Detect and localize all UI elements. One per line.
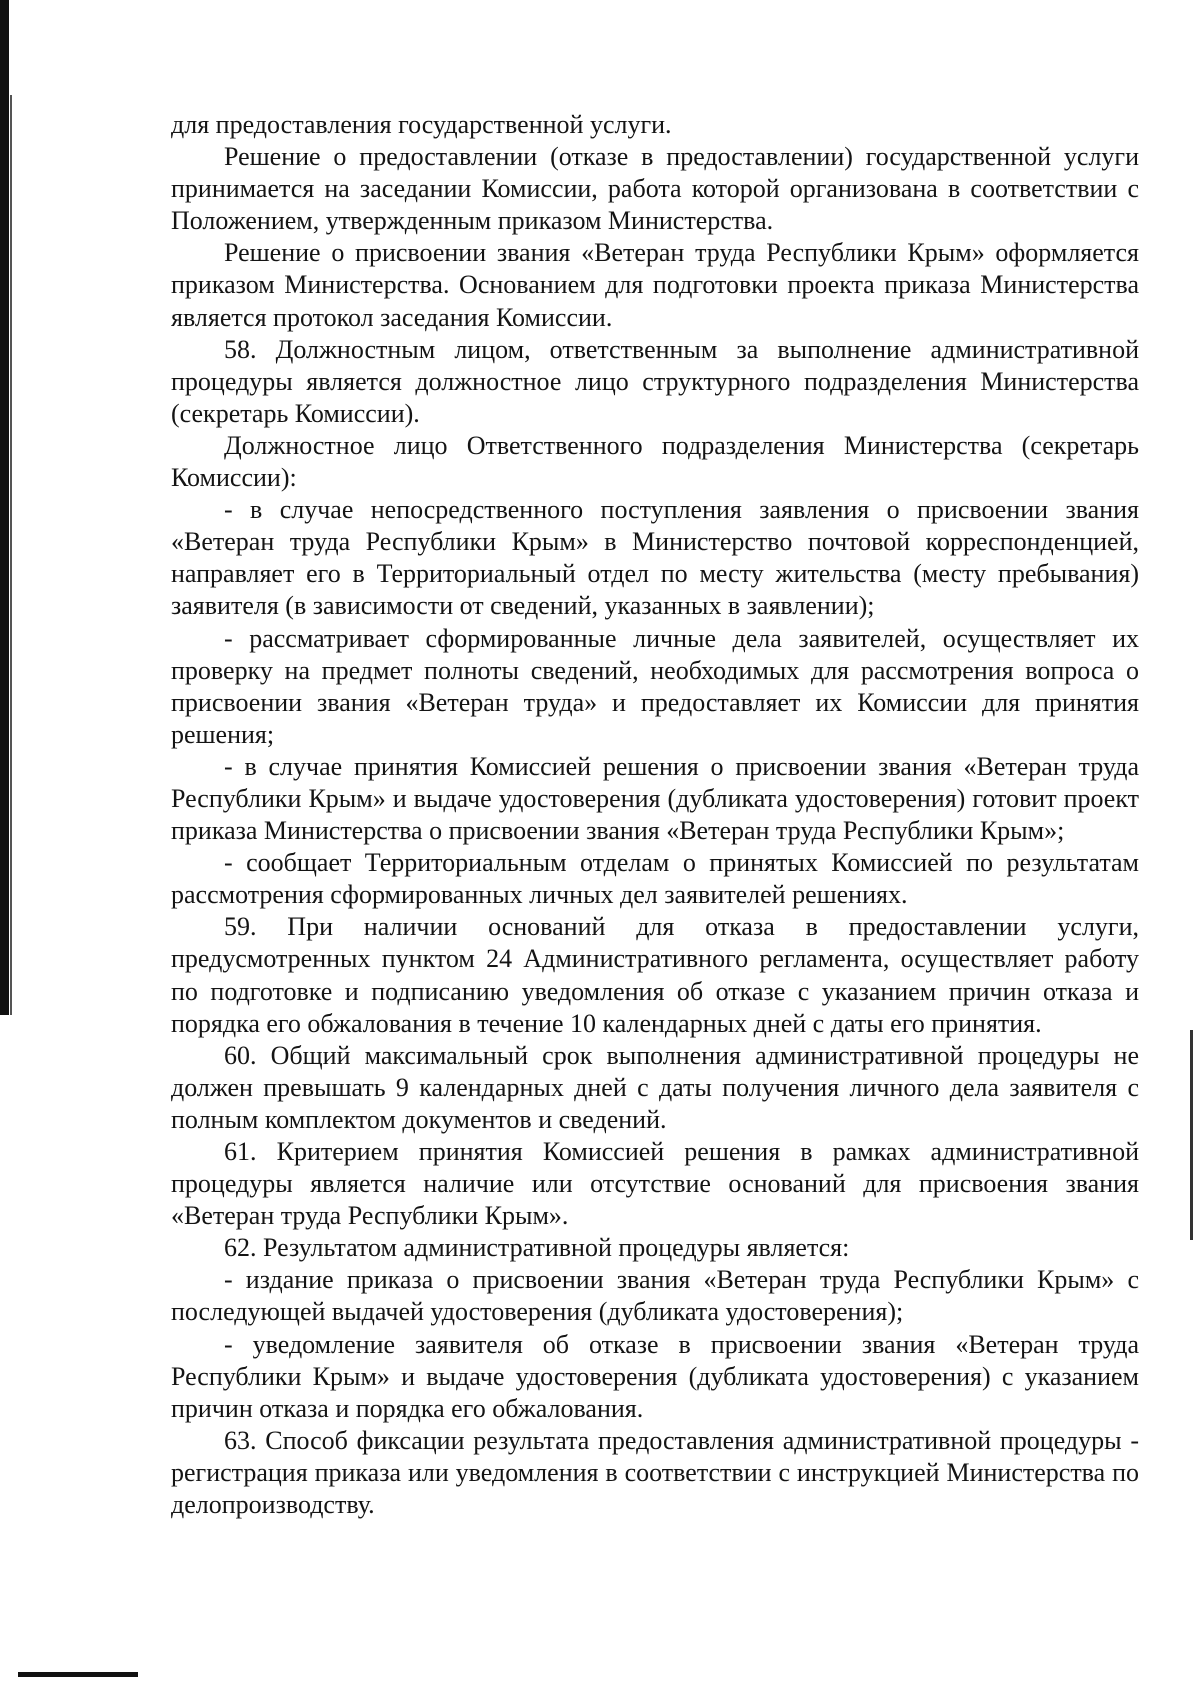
paragraph-continuation: для предоставления государственной услуги. [171,110,672,139]
paragraph-official: Должностное лицо Ответственного подразделения Министерства (секретарь Комиссии): [171,430,1139,493]
scan-edge-left [0,0,9,1015]
paragraph-order: Решение о присвоении звания «Ветеран труда Республики Крым» оформляется приказом Министерства. Основанием для подготовки проекта приказа Министерства является протокол заседания Комиссии. [171,238,1139,332]
scan-edge-left-thin [10,95,12,1015]
list-item-notify-refusal: - уведомление заявителя об отказе в присвоении звания «Ветеран труда Республики Крым» и выдаче удостоверения (дубликата удостоверения) с указанием причин отказа и порядка его обжалования. [171,1329,1139,1423]
scan-edge-right [1190,1030,1193,1240]
paragraph-62: 62. Результатом административной процедуры является: [224,1233,850,1263]
document-body [171,109,1139,1521]
list-item-prepare-order: - в случае принятия Комиссией решения о присвоении звания «Ветеран труда Республики Крым» и выдаче удостоверения (дубликата удостоверения) готовит проект приказа Министерства о присвоении звания «Ветеран труда Республики Крым»; [171,751,1139,846]
paragraph-61: 61. Критерием принятия Комиссией решения в рамках административной процедуры является наличие или отсутствие оснований для присвоения звания «Ветеран труда Республики Крым». [171,1137,1139,1231]
paragraph-59: 59. При наличии оснований для отказа в предоставлении услуги, предусмотренных пунктом 24 Административного регламента, осуществляет работу по подготовке и подписанию уведомления об отказе с указанием причин отказа и порядка его обжалования в течение 10 календарных дней с даты его принятия. [171,912,1139,1038]
paragraph-decision: Решение о предоставлении (отказе в предоставлении) государственной услуги принимается на заседании Комиссии, работа которой организована в соответствии с Положением, утвержденным приказом Министерства. [171,142,1139,236]
scan-edge-bottom [18,1672,138,1677]
list-item-review: - рассматривает сформированные личные дела заявителей, осуществляет их проверку на предмет полноты сведений, необходимых для рассмотрения вопроса о присвоении звания «Ветеран труда» и предоставляет их Комиссии для принятия решения; [171,623,1139,749]
list-item-forward: - в случае непосредственного поступления заявления о присвоении звания «Ветеран труда Республики Крым» в Министерство почтовой корреспонденцией, направляет его в Территориальный отдел по месту жительства (месту пребывания) заявителя (в зависимости от сведений, указанных в заявлении); [171,495,1139,621]
paragraph-63: 63. Способ фиксации результата предоставления административной процедуры - регистрация приказа или уведомления в соответствии с инструкцией Министерства по делопроизводству. [171,1425,1139,1520]
paragraph-60: 60. Общий максимальный срок выполнения административной процедуры не должен превышать 9 календарных дней с даты получения личного дела заявителя с полным комплектом документов и сведений. [171,1040,1139,1134]
paragraph-58: 58. Должностным лицом, ответственным за выполнение административной процедуры является должностное лицо структурного подразделения Министерства (секретарь Комиссии). [171,334,1139,428]
list-item-inform: - сообщает Территориальным отделам о принятых Комиссией по результатам рассмотрения сформированных личных дел заявителей решениях. [171,848,1139,910]
list-item-issue-order: - издание приказа о присвоении звания «Ветеран труда Республики Крым» с последующей выдачей удостоверения (дубликата удостоверения); [171,1265,1139,1327]
